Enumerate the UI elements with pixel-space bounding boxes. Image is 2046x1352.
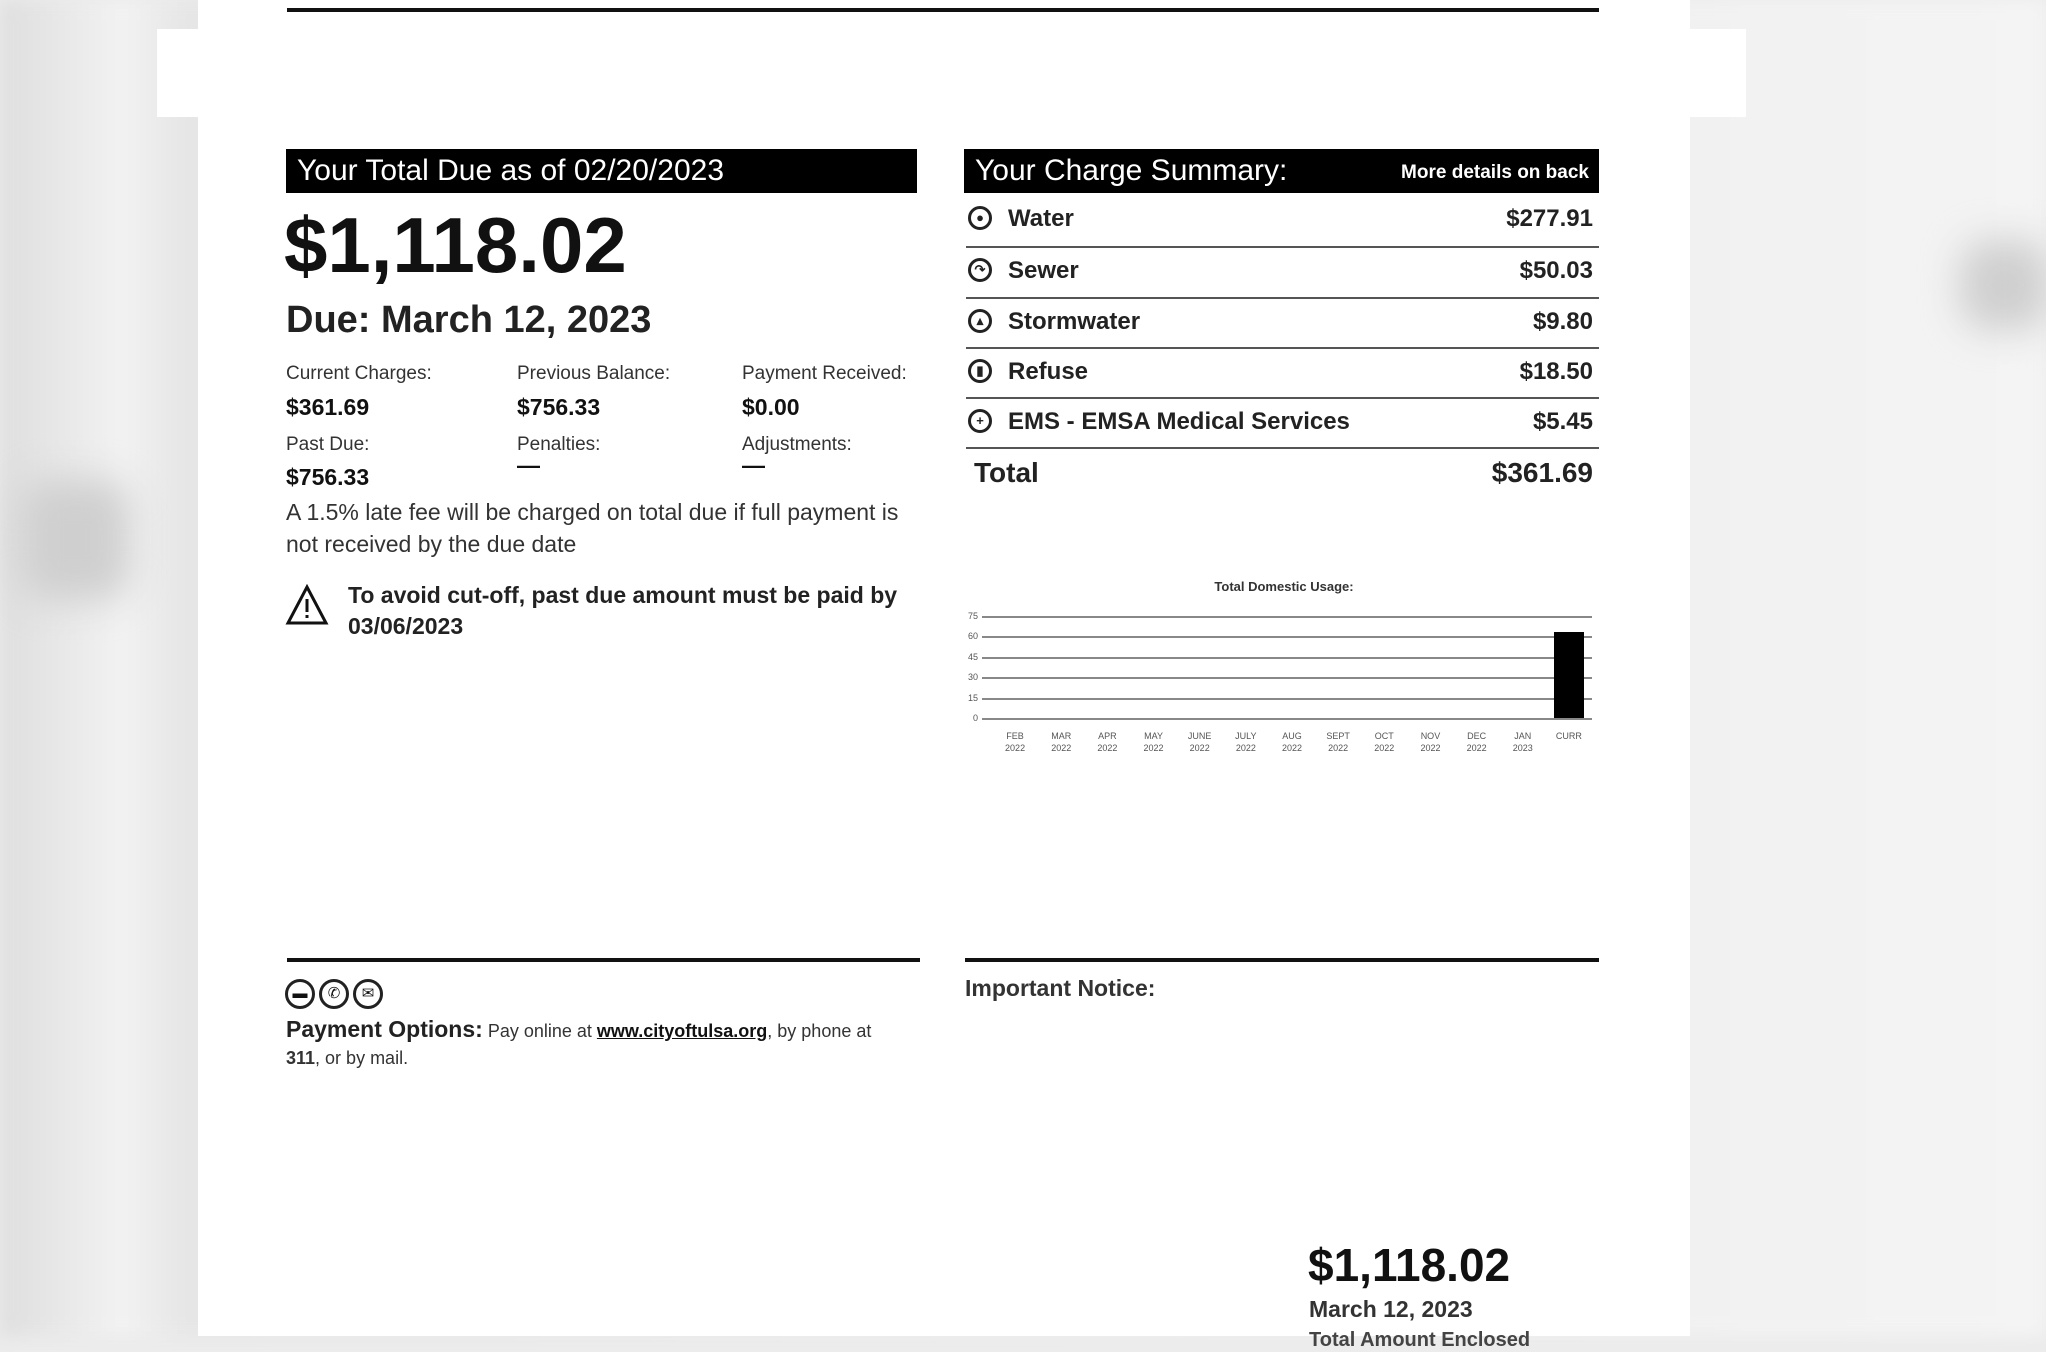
payment-rule [287,958,920,962]
charge-row-sewer [966,252,1599,292]
charge-total-row [966,452,1599,492]
field-value: $756.33 [517,394,601,420]
field-label: Current Charges: [286,363,432,384]
charge-amount: $5.45 [1532,408,1593,435]
divider [966,297,1599,299]
phone-number: 311 [286,1048,316,1068]
charge-name: Water [1008,205,1074,232]
field-label: Penalties: [517,434,601,455]
stub-date: March 12, 2023 [1309,1296,1473,1322]
chart-title: Total Domestic Usage: [1214,579,1354,594]
field-label: Payment Received: [742,363,907,384]
x-tick-label: NOV 2022 [1420,731,1441,753]
divider [966,447,1599,449]
charge-row-ems [966,403,1599,443]
field-label: Past Due: [286,434,370,455]
important-notice-label: Important Notice: [965,975,1156,1001]
charge-name: Refuse [1008,358,1089,385]
charge-name: EMS - EMSA Medical Services [1008,408,1350,435]
late-fee-notice: A 1.5% late fee will be charged on total due if full payment is not received by the due date [286,499,899,557]
gridline [982,698,1592,700]
header-text: Your Total Due as of 02/20/2023 [297,154,725,187]
gridline [982,636,1592,638]
x-tick-label: CURR [1555,731,1582,741]
x-tick-label: JAN 2023 [1512,731,1533,753]
charge-amount: $9.80 [1532,308,1593,335]
field-value: $0.00 [742,394,800,420]
payment-label: Payment Options: [286,1016,483,1042]
stormwater-icon: ▴ [968,309,992,333]
divider [966,347,1599,349]
payment-text: , or by mail. [315,1048,409,1068]
gridline [982,718,1592,720]
gridline [982,616,1592,618]
x-tick-label: SEPT 2022 [1326,731,1350,753]
charge-row-water [966,200,1599,240]
notice-rule [965,958,1599,962]
y-tick-label: 0 [972,713,978,723]
y-tick-label: 30 [967,672,978,683]
medical-plus-icon: + [968,409,992,433]
refuse-icon: ▮ [968,359,992,383]
divider [966,397,1599,399]
computer-icon: ▬ [285,979,315,1009]
x-tick-label: MAR 2022 [1051,731,1072,753]
gridline [982,657,1592,659]
background-blur [20,480,130,600]
charge-amount: $18.50 [1519,358,1593,385]
y-tick-label: 60 [967,631,978,642]
y-tick-label: 45 [967,651,978,662]
x-tick-label: FEB 2022 [1005,731,1026,753]
header-text: Your Charge Summary: [975,154,1288,187]
y-tick-label: 15 [967,692,978,703]
divider [966,246,1599,248]
cutoff-warning: To avoid cut-off, past due amount must be paid by 03/06/2023 [348,582,898,639]
total-enclosed-label: Total Amount Enclosed [1309,1329,1531,1351]
mail-icon: ✉ [353,979,383,1009]
website-link[interactable]: www.cityoftulsa.org [596,1021,768,1041]
phone-icon: ✆ [319,979,349,1009]
charge-name: Sewer [1008,257,1079,284]
total-due-header [286,149,917,193]
stub-amount: $1,118.02 [1308,1239,1511,1291]
redacted-band [157,29,1746,117]
field-value: $756.33 [286,464,370,490]
field-value: — [742,452,765,478]
field-value: — [517,452,540,478]
charge-row-stormwater [966,303,1599,343]
usage-chart [960,600,1600,760]
x-tick-label: MAY 2022 [1143,731,1164,753]
charge-row-refuse [966,353,1599,393]
payment-options [286,1016,926,1072]
charge-amount: $277.91 [1506,205,1593,232]
charge-name: Stormwater [1008,308,1141,335]
sewer-icon: ↷ [968,258,992,282]
field-label: Previous Balance: [517,363,671,384]
total-amount: $1,118.02 [284,201,627,289]
payment-text: , by phone at [767,1021,872,1041]
top-rule [287,8,1599,12]
warning-icon [285,584,329,626]
charge-summary-header [964,149,1599,193]
background-blur [1960,240,2046,330]
more-details-note: More details on back [1401,162,1589,183]
gridline [982,677,1592,679]
total-amount: $361.69 [1491,457,1593,488]
y-tick-label: 75 [967,611,978,621]
field-value: $361.69 [286,394,370,420]
water-drop-icon: ● [968,206,992,230]
x-tick-label: JULY 2022 [1235,731,1257,753]
total-label: Total [974,457,1039,488]
payment-text: Pay online at [487,1021,592,1041]
due-date: Due: March 12, 2023 [286,299,652,341]
x-tick-label: JUNE 2022 [1187,731,1212,753]
usage-bar [1554,632,1584,718]
payment-icons [285,979,387,1009]
field-label: Adjustments: [742,434,852,455]
charge-amount: $50.03 [1519,257,1593,284]
x-tick-label: AUG 2022 [1281,731,1303,753]
x-tick-label: DEC 2022 [1466,731,1487,753]
x-tick-label: APR 2022 [1097,731,1118,753]
x-tick-label: OCT 2022 [1374,731,1395,753]
